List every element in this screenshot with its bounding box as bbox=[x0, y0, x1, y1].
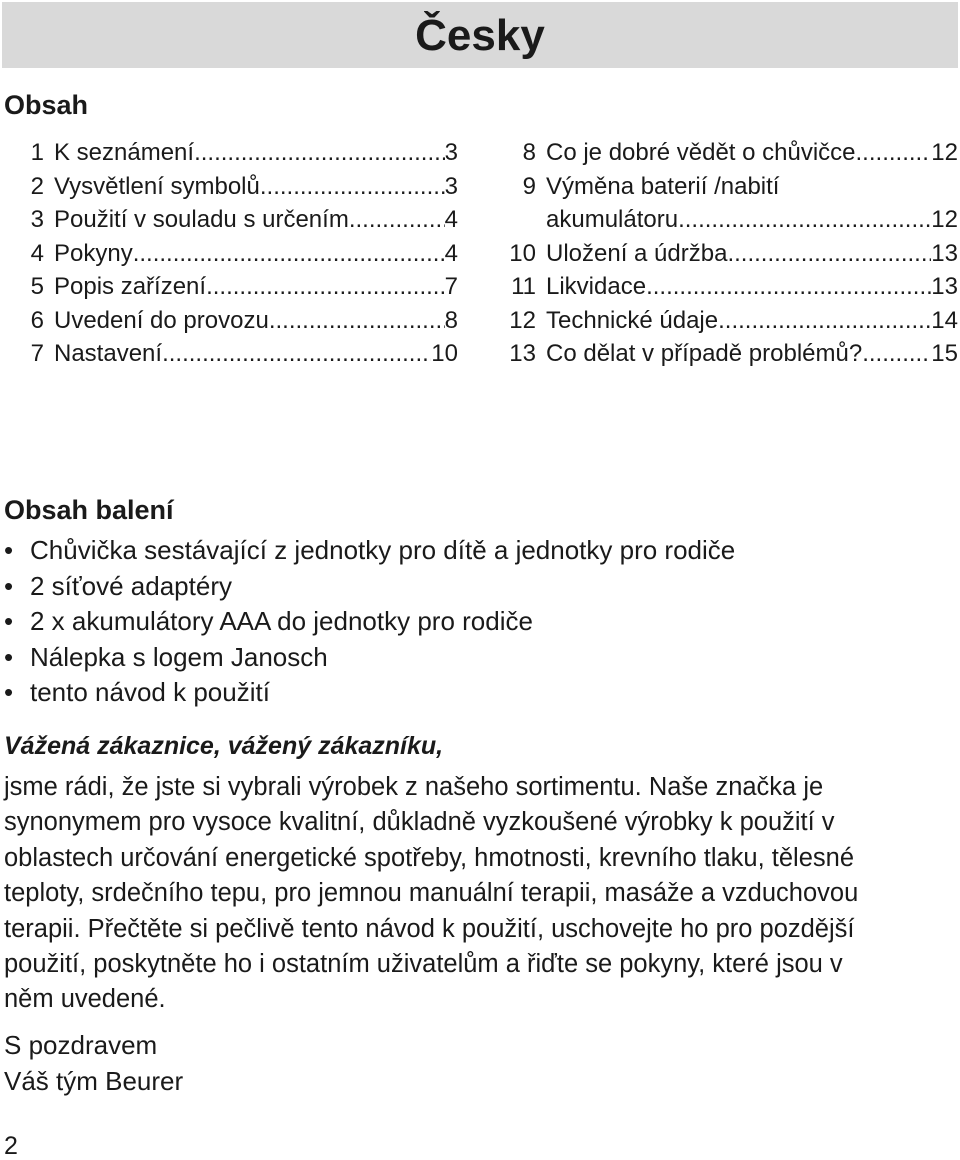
toc-page-number: 8 bbox=[444, 306, 458, 334]
bullet-icon: • bbox=[4, 570, 14, 601]
toc-page-number: 10 bbox=[431, 340, 458, 367]
letter-closing: S pozdravem bbox=[4, 1030, 158, 1060]
toc-title: Vysvětlení symbolů bbox=[54, 172, 260, 200]
toc-number: 8 bbox=[522, 139, 536, 166]
toc-leader-dots bbox=[856, 136, 932, 170]
letter-greeting: Vážená zákaznice, vážený zákazníku, bbox=[4, 732, 444, 760]
toc-title: Uložení a údržba bbox=[546, 239, 728, 267]
letter-line: něm uvedené. bbox=[4, 985, 166, 1014]
toc-title: Likvidace bbox=[546, 273, 647, 300]
bullet-icon: • bbox=[4, 535, 14, 565]
letter-line: jsme rádi, že jste si vybrali výrobek z našeho sortimentu. Naše značka je bbox=[4, 773, 824, 801]
letter-line: synonymem pro vysoce kvalitní, důkladně vyzkoušené výrobky k použití v bbox=[4, 808, 835, 837]
page-number: 2 bbox=[4, 1132, 18, 1160]
letter-line: použití, poskytněte ho i ostatním uživatelům a řiďte se pokyny, které jsou v bbox=[4, 950, 843, 979]
toc-page-number: 13 bbox=[931, 273, 958, 300]
toc-entry[interactable] bbox=[502, 170, 958, 204]
letter-line: teploty, srdečního tepu, pro jemnou manuální terapii, masáže a vzduchovou bbox=[4, 879, 859, 908]
toc-entry[interactable] bbox=[502, 237, 958, 271]
toc-leader-dots bbox=[678, 203, 931, 237]
toc-page-number: 7 bbox=[444, 273, 458, 300]
toc-heading: Obsah bbox=[4, 90, 89, 120]
toc-page-number: 12 bbox=[931, 206, 958, 233]
toc-number: 2 bbox=[30, 172, 44, 200]
bullet-icon: • bbox=[4, 606, 14, 636]
toc-right-column bbox=[502, 136, 958, 371]
language-header bbox=[2, 2, 958, 68]
toc-leader-dots bbox=[349, 203, 445, 237]
toc-page-number: 4 bbox=[444, 206, 458, 233]
language-title: Česky bbox=[415, 11, 545, 60]
list-item: • Nálepka s logem Janosch bbox=[4, 640, 735, 676]
toc-number: 11 bbox=[511, 273, 536, 300]
toc-number: 12 bbox=[509, 306, 536, 334]
toc-title: Pokyny bbox=[54, 239, 133, 267]
toc-entry[interactable] bbox=[8, 170, 458, 204]
list-item: • Chůvička sestávající z jednotky pro dítě a jednotky pro rodiče bbox=[4, 533, 735, 569]
toc-number: 3 bbox=[30, 206, 44, 233]
toc-leader-dots bbox=[133, 237, 445, 271]
toc-title-continuation: akumulátoru bbox=[546, 206, 679, 233]
toc-entry[interactable] bbox=[8, 270, 458, 304]
toc-leader-dots bbox=[162, 337, 431, 371]
toc-title: Co dělat v případě problémů? bbox=[546, 340, 863, 367]
toc-entry[interactable] bbox=[502, 136, 958, 170]
letter-line: terapii. Přečtěte si pečlivě tento návod k použití, uschovejte ho pro pozdější bbox=[4, 914, 855, 943]
toc-leader-dots bbox=[194, 136, 445, 170]
toc-entry[interactable] bbox=[8, 136, 458, 170]
toc-leader-dots bbox=[260, 170, 445, 204]
letter-body bbox=[4, 770, 954, 1018]
toc-entry[interactable] bbox=[502, 304, 958, 338]
toc-number: 7 bbox=[30, 340, 44, 367]
toc-title: Co je dobré vědět o chůvičce bbox=[546, 139, 856, 166]
toc-title: Nastavení bbox=[54, 340, 163, 367]
list-item: • 2 síťové adaptéry bbox=[4, 569, 735, 605]
toc-title: Uvedení do provozu bbox=[54, 306, 269, 334]
toc-page-number: 3 bbox=[444, 139, 458, 166]
toc-entry[interactable] bbox=[8, 237, 458, 271]
toc-entry[interactable] bbox=[502, 337, 958, 371]
toc-page-number: 4 bbox=[444, 239, 458, 267]
toc-number: 1 bbox=[30, 139, 44, 166]
letter-signature: Váš tým Beurer bbox=[4, 1066, 184, 1096]
toc-entry-continuation[interactable] bbox=[502, 203, 958, 237]
toc-number: 4 bbox=[30, 239, 44, 267]
toc-title: K seznámení bbox=[54, 139, 195, 166]
toc-number: 9 bbox=[522, 172, 536, 200]
package-contents-heading: Obsah balení bbox=[4, 495, 174, 525]
toc-leader-dots bbox=[269, 304, 445, 338]
toc-title: Použití v souladu s určením bbox=[54, 206, 349, 233]
toc-page-number: 3 bbox=[444, 172, 458, 200]
package-contents-list bbox=[4, 533, 735, 711]
toc-leader-dots bbox=[206, 270, 445, 304]
toc-title: Výměna baterií /nabití bbox=[546, 172, 780, 200]
toc-leader-dots bbox=[862, 337, 931, 371]
toc-title: Technické údaje bbox=[546, 306, 719, 334]
toc-entry[interactable] bbox=[502, 270, 958, 304]
toc-number: 10 bbox=[509, 239, 536, 267]
toc-left-column bbox=[8, 136, 458, 371]
toc-entry[interactable] bbox=[8, 203, 458, 237]
toc-page-number: 15 bbox=[931, 340, 958, 367]
toc-page-number: 14 bbox=[931, 306, 958, 334]
list-item: • tento návod k použití bbox=[4, 675, 735, 711]
toc-number: 5 bbox=[30, 273, 44, 300]
letter-line: oblastech určování energetické spotřeby, hmotnosti, krevního tlaku, tělesné bbox=[4, 843, 855, 872]
toc-leader-dots bbox=[718, 304, 931, 338]
toc-entry[interactable] bbox=[8, 304, 458, 338]
toc-number: 6 bbox=[30, 306, 44, 334]
toc-page-number: 13 bbox=[931, 239, 958, 267]
toc-title: Popis zařízení bbox=[54, 273, 207, 300]
list-item: • 2 x akumulátory AAA do jednotky pro rodiče bbox=[4, 604, 735, 640]
toc-leader-dots bbox=[646, 270, 931, 304]
toc-leader-dots bbox=[727, 237, 931, 271]
bullet-icon: • bbox=[4, 641, 14, 672]
toc-number: 13 bbox=[509, 340, 536, 367]
toc-entry[interactable] bbox=[8, 337, 458, 371]
toc-page-number: 12 bbox=[931, 139, 958, 166]
bullet-icon: • bbox=[4, 677, 14, 707]
